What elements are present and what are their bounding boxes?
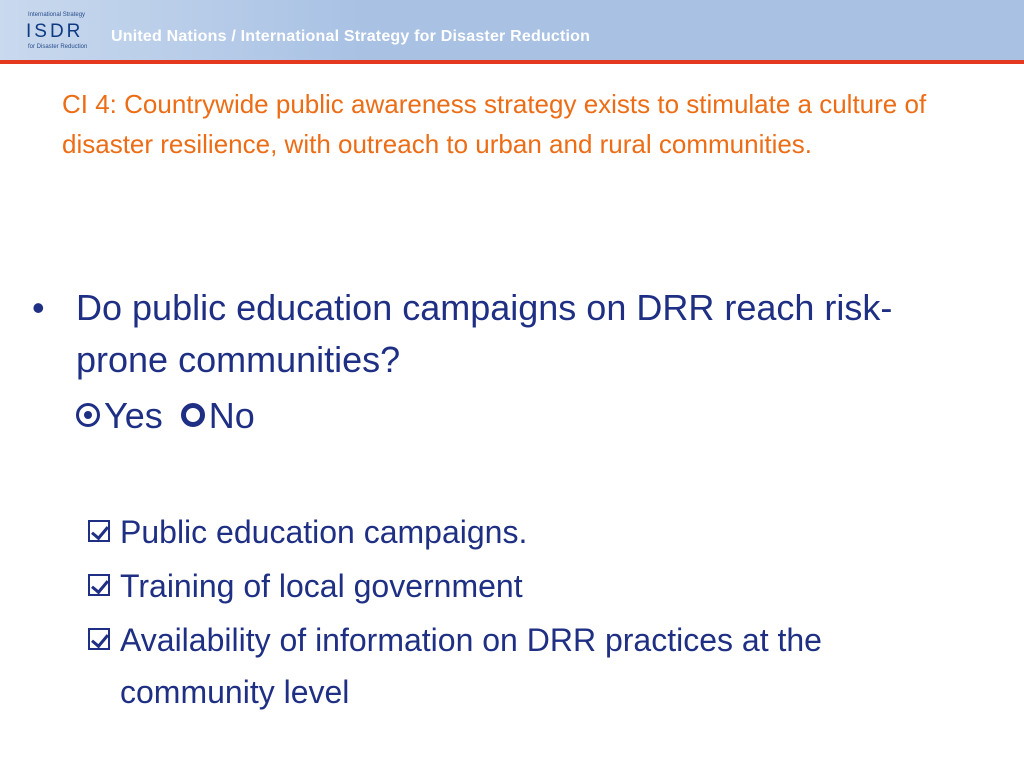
- no-radio-icon[interactable]: [181, 403, 205, 427]
- header-divider: [0, 60, 1024, 64]
- slide-title: CI 4: Countrywide public awareness strategy exists to stimulate a culture of disaster resilience, with outreach to urban and rural communities.: [62, 89, 927, 159]
- organization-name: United Nations / International Strategy for Disaster Reduction: [111, 28, 591, 45]
- no-option-label: No: [208, 395, 255, 436]
- checklist-item-label: Public education campaigns.: [120, 514, 528, 550]
- logo-tagline-bottom: for Disaster Reduction: [28, 44, 88, 50]
- checklist-item-label: Availability of information on DRR practices at the community level: [120, 622, 822, 710]
- checked-box-icon[interactable]: [88, 574, 110, 596]
- checklist-item-label: Training of local government: [120, 568, 523, 604]
- checklist-item: [88, 614, 968, 718]
- yes-radio-icon[interactable]: [76, 403, 100, 427]
- checked-box-icon[interactable]: [88, 628, 110, 650]
- logo-letters: ISDR: [26, 21, 84, 42]
- bullet-marker: •: [32, 287, 45, 328]
- answer-options: [76, 390, 255, 442]
- checklist-item: [88, 560, 968, 612]
- question-text: Do public education campaigns on DRR reach risk-prone communities?: [76, 287, 893, 380]
- checklist-item: [88, 506, 968, 558]
- logo-tagline-top: International Strategy: [28, 12, 86, 18]
- evidence-checklist: [88, 506, 968, 720]
- checked-box-icon[interactable]: [88, 520, 110, 542]
- slide-header-bar: [0, 0, 1024, 60]
- isdr-logo: [24, 12, 100, 52]
- yes-option-label: Yes: [104, 395, 163, 436]
